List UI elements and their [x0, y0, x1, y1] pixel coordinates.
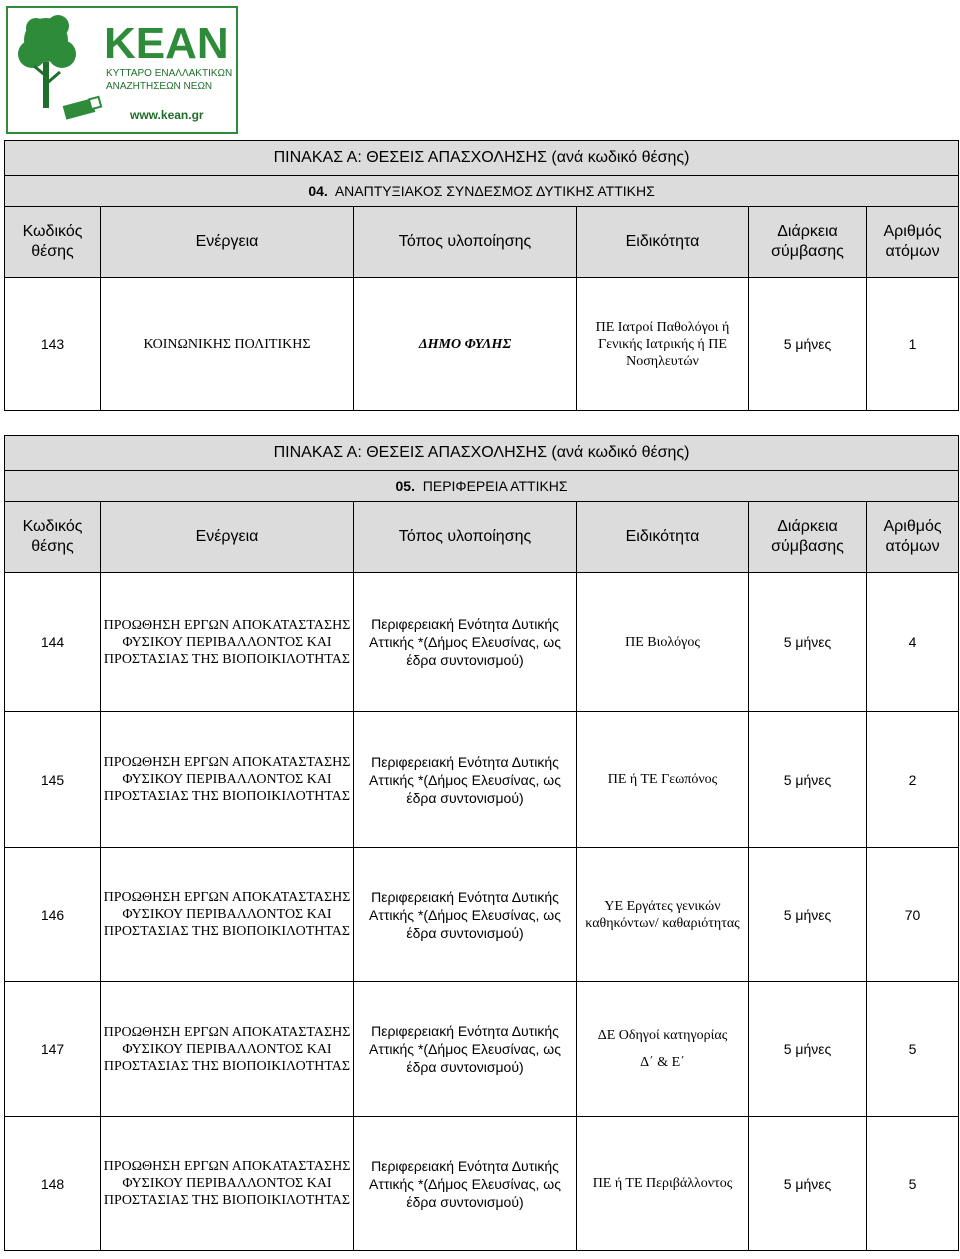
- cell-code: 145: [5, 712, 101, 848]
- kean-logo: [6, 6, 238, 134]
- header-action: Ενέργεια: [101, 502, 354, 573]
- positions-table-05: [4, 435, 959, 1251]
- cell-action: ΠΡΟΩΘΗΣΗ ΕΡΓΩΝ ΑΠΟΚΑΤΑΣΤΑΣΗΣ ΦΥΣΙΚΟΥ ΠΕΡΙΒΑΛΛΟΝΤΟΣ ΚΑΙ ΠΡΟΣΤΑΣΙΑΣ ΤΗΣ ΒΙΟΠΟΙΚΙΛΟΤΗΤΑΣ: [101, 848, 354, 982]
- logo-line2: ΑΝΑΖΗΤΗΣΕΩΝ ΝΕΩΝ: [106, 81, 213, 92]
- cell-code: 144: [5, 573, 101, 712]
- cell-duration: 5 μήνες: [749, 982, 867, 1117]
- cell-specialty: ΠΕ Βιολόγος: [577, 573, 749, 712]
- kean-logo-graphic: [6, 6, 238, 134]
- cell-code: 147: [5, 982, 101, 1117]
- cell-place: Περιφερειακή Ενότητα Δυτικής Αττικής *(Δήμος Ελευσίνας, ως έδρα συντονισμού): [354, 1117, 577, 1251]
- cell-count: 4: [867, 573, 959, 712]
- cell-count: 70: [867, 848, 959, 982]
- header-code: Κωδικός θέσης: [5, 207, 101, 278]
- header-specialty: Ειδικότητα: [577, 207, 749, 278]
- cell-action: ΠΡΟΩΘΗΣΗ ΕΡΓΩΝ ΑΠΟΚΑΤΑΣΤΑΣΗΣ ΦΥΣΙΚΟΥ ΠΕΡΙΒΑΛΛΟΝΤΟΣ ΚΑΙ ΠΡΟΣΤΑΣΙΑΣ ΤΗΣ ΒΙΟΠΟΙΚΙΛΟΤΗΤΑΣ: [101, 982, 354, 1117]
- cell-place: Περιφερειακή Ενότητα Δυτικής Αττικής *(Δήμος Ελευσίνας, ως έδρα συντονισμού): [354, 712, 577, 848]
- table-row: [5, 573, 959, 712]
- table-row: [5, 1117, 959, 1251]
- cell-action: ΠΡΟΩΘΗΣΗ ΕΡΓΩΝ ΑΠΟΚΑΤΑΣΤΑΣΗΣ ΦΥΣΙΚΟΥ ΠΕΡΙΒΑΛΛΟΝΤΟΣ ΚΑΙ ΠΡΟΣΤΑΣΙΑΣ ΤΗΣ ΒΙΟΠΟΙΚΙΛΟΤΗΤΑΣ: [101, 1117, 354, 1251]
- header-count: Αριθμός ατόμων: [867, 502, 959, 573]
- org-name: ΠΕΡΙΦΕΡΕΙΑ ΑΤΤΙΚΗΣ: [422, 478, 568, 494]
- table-row: [5, 712, 959, 848]
- header-specialty: Ειδικότητα: [577, 502, 749, 573]
- cell-specialty: ΥΕ Εργάτες γενικών καθηκόντων/ καθαριότητας: [577, 848, 749, 982]
- table-subtitle: [5, 471, 959, 502]
- logo-url: www.kean.gr: [130, 108, 204, 122]
- table-title: ΠΙΝΑΚΑΣ Α: ΘΕΣΕΙΣ ΑΠΑΣΧΟΛΗΣΗΣ (ανά κωδικό θέσης): [5, 141, 959, 176]
- cell-specialty: ΠΕ ή ΤΕ Περιβάλλοντος: [577, 1117, 749, 1251]
- cell-duration: 5 μήνες: [749, 848, 867, 982]
- cell-code: 148: [5, 1117, 101, 1251]
- cell-duration: 5 μήνες: [749, 1117, 867, 1251]
- table-row: [5, 278, 959, 411]
- specialty-line1: ΔΕ Οδηγοί κατηγορίας: [597, 1028, 728, 1043]
- cell-duration: 5 μήνες: [749, 573, 867, 712]
- cell-place: ΔΗΜΟ ΦΥΛΗΣ: [354, 278, 577, 411]
- cell-specialty: [577, 982, 749, 1117]
- header-duration: Διάρκεια σύμβασης: [749, 502, 867, 573]
- cell-specialty: ΠΕ Ιατροί Παθολόγοι ή Γενικής Ιατρικής ή ΠΕ Νοσηλευτών: [577, 278, 749, 411]
- cell-code: 146: [5, 848, 101, 982]
- cell-count: 5: [867, 1117, 959, 1251]
- cell-action: ΠΡΟΩΘΗΣΗ ΕΡΓΩΝ ΑΠΟΚΑΤΑΣΤΑΣΗΣ ΦΥΣΙΚΟΥ ΠΕΡΙΒΑΛΛΟΝΤΟΣ ΚΑΙ ΠΡΟΣΤΑΣΙΑΣ ΤΗΣ ΒΙΟΠΟΙΚΙΛΟΤΗΤΑΣ: [101, 712, 354, 848]
- table-row: [5, 848, 959, 982]
- positions-table-04: [4, 140, 959, 411]
- table-row: [5, 982, 959, 1117]
- specialty-line2: Δ΄ & Ε΄: [640, 1055, 685, 1070]
- org-number: 04.: [308, 183, 328, 199]
- cell-action: ΠΡΟΩΘΗΣΗ ΕΡΓΩΝ ΑΠΟΚΑΤΑΣΤΑΣΗΣ ΦΥΣΙΚΟΥ ΠΕΡΙΒΑΛΛΟΝΤΟΣ ΚΑΙ ΠΡΟΣΤΑΣΙΑΣ ΤΗΣ ΒΙΟΠΟΙΚΙΛΟΤΗΤΑΣ: [101, 573, 354, 712]
- org-name: ΑΝΑΠΤΥΞΙΑΚΟΣ ΣΥΝΔΕΣΜΟΣ ΔΥΤΙΚΗΣ ΑΤΤΙΚΗΣ: [334, 183, 655, 199]
- header-code: Κωδικός θέσης: [5, 502, 101, 573]
- logo-brand: ΚΕΑΝ: [104, 19, 229, 68]
- cell-specialty: ΠΕ ή ΤΕ Γεωπόνος: [577, 712, 749, 848]
- table-subtitle: [5, 176, 959, 207]
- header-place: Τόπος υλοποίησης: [354, 502, 577, 573]
- header-place: Τόπος υλοποίησης: [354, 207, 577, 278]
- cell-place: Περιφερειακή Ενότητα Δυτικής Αττικής *(Δήμος Ελευσίνας, ως έδρα συντονισμού): [354, 573, 577, 712]
- cell-action: ΚΟΙΝΩΝΙΚΗΣ ΠΟΛΙΤΙΚΗΣ: [101, 278, 354, 411]
- cell-duration: 5 μήνες: [749, 278, 867, 411]
- cell-count: 5: [867, 982, 959, 1117]
- cell-count: 1: [867, 278, 959, 411]
- header-duration: Διάρκεια σύμβασης: [749, 207, 867, 278]
- header-count: Αριθμός ατόμων: [867, 207, 959, 278]
- cell-place: Περιφερειακή Ενότητα Δυτικής Αττικής *(Δήμος Ελευσίνας, ως έδρα συντονισμού): [354, 982, 577, 1117]
- cell-duration: 5 μήνες: [749, 712, 867, 848]
- table-title: ΠΙΝΑΚΑΣ Α: ΘΕΣΕΙΣ ΑΠΑΣΧΟΛΗΣΗΣ (ανά κωδικό θέσης): [5, 436, 959, 471]
- org-number: 05.: [395, 478, 415, 494]
- logo-line1: ΚΥΤΤΑΡΟ ΕΝΑΛΛΑΚΤΙΚΩΝ: [106, 68, 233, 79]
- cell-code: 143: [5, 278, 101, 411]
- cell-count: 2: [867, 712, 959, 848]
- header-action: Ενέργεια: [101, 207, 354, 278]
- cell-place: Περιφερειακή Ενότητα Δυτικής Αττικής *(Δήμος Ελευσίνας, ως έδρα συντονισμού): [354, 848, 577, 982]
